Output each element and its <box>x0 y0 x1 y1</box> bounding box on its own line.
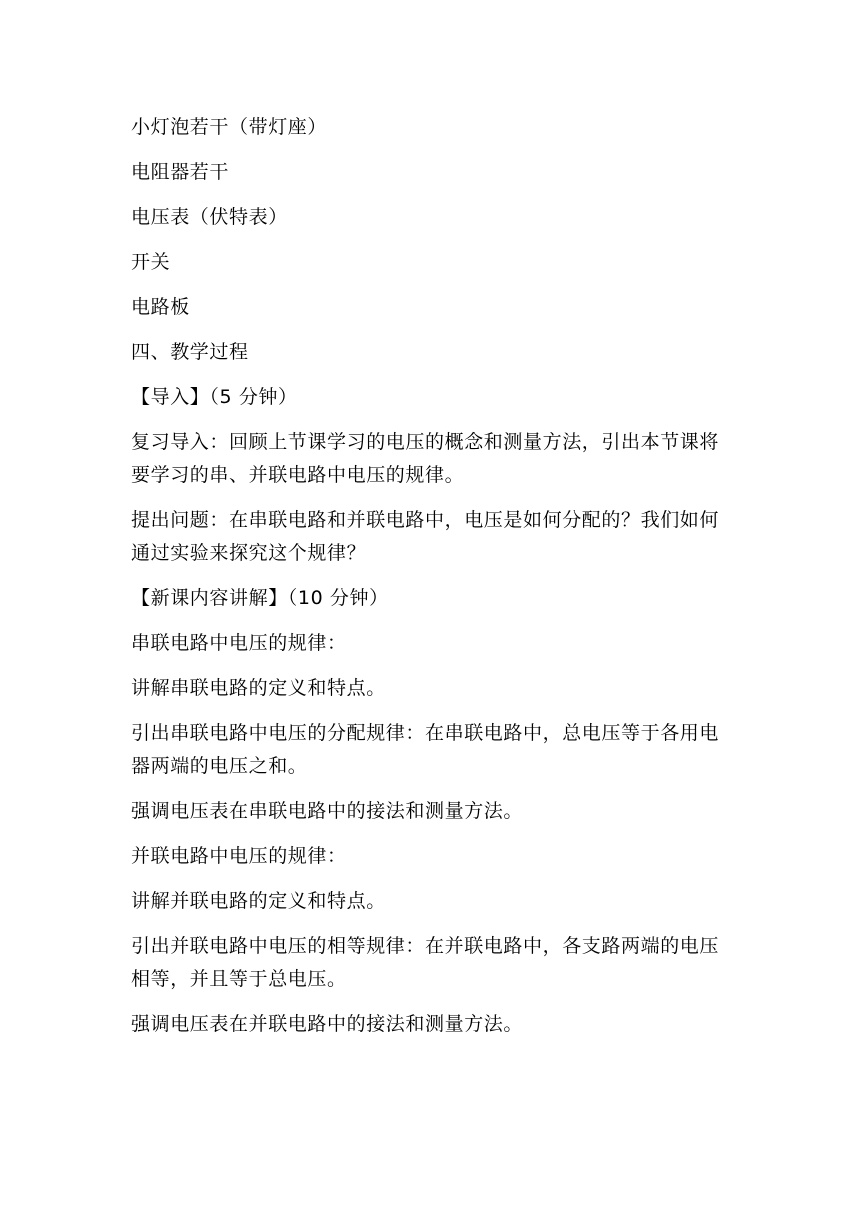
paragraph-pose-question: 提出问题：在串联电路和并联电路中，电压是如何分配的？我们如何通过实验来探究这个规律？ <box>131 509 720 564</box>
material-item-voltmeter: 电压表（伏特表） <box>131 206 288 228</box>
topic-series-voltage-rule: 串联电路中电压的规律： <box>131 632 347 654</box>
topic-parallel-voltage-rule: 并联电路中电压的规律： <box>131 845 347 867</box>
document-body <box>131 111 731 1053</box>
paragraph-parallel-voltmeter-method: 强调电压表在并联电路中的接法和测量方法。 <box>131 1013 524 1035</box>
material-item-circuit-board: 电路板 <box>131 296 190 318</box>
section-heading-teaching-process: 四、教学过程 <box>131 341 249 363</box>
subsection-heading-introduction: 【导入】（5 分钟） <box>131 386 298 408</box>
material-item-switch: 开关 <box>131 251 171 273</box>
subsection-heading-new-content: 【新课内容讲解】（10 分钟） <box>131 587 389 609</box>
paragraph-parallel-equality-rule: 引出并联电路中电压的相等规律：在并联电路中，各支路两端的电压相等，并且等于总电压。 <box>131 935 720 990</box>
paragraph-series-definition: 讲解串联电路的定义和特点。 <box>131 677 386 699</box>
paragraph-parallel-definition: 讲解并联电路的定义和特点。 <box>131 890 386 912</box>
material-item-bulbs: 小灯泡若干（带灯座） <box>131 116 328 138</box>
paragraph-review-intro: 复习导入：回顾上节课学习的电压的概念和测量方法，引出本节课将要学习的串、并联电路中电压的规律。 <box>131 431 720 486</box>
material-item-resistors: 电阻器若干 <box>131 161 230 183</box>
paragraph-series-voltmeter-method: 强调电压表在串联电路中的接法和测量方法。 <box>131 800 524 822</box>
paragraph-series-distribution-rule: 引出串联电路中电压的分配规律：在串联电路中，总电压等于各用电器两端的电压之和。 <box>131 722 720 777</box>
